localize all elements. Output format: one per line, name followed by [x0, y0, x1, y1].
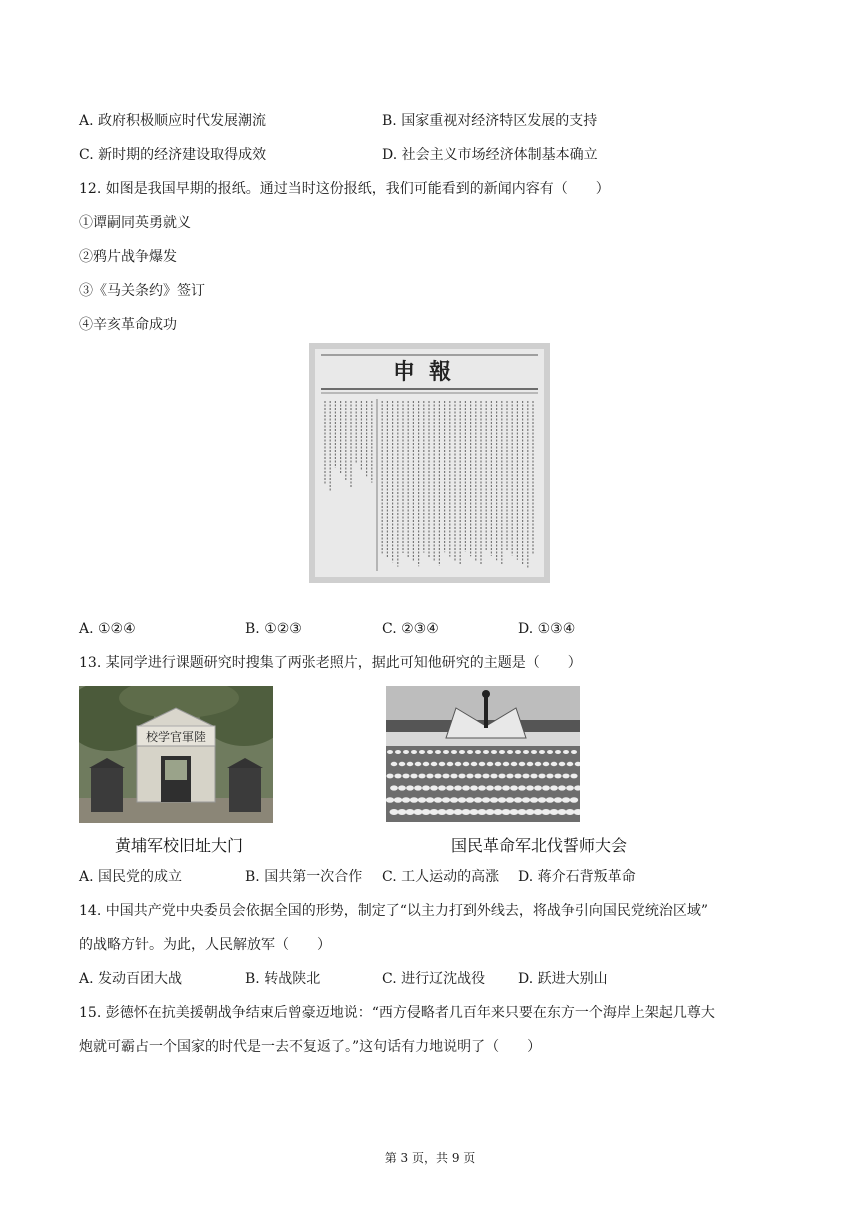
crowd-cap — [454, 809, 463, 815]
crowd-cap — [539, 750, 545, 754]
crowd-cap — [563, 750, 569, 754]
q12-stem: 12. 如图是我国早期的报纸。通过当时这份报纸，我们可能看到的新闻内容有（ ） — [79, 181, 610, 197]
crowd-cap — [390, 785, 398, 790]
crowd-cap — [386, 797, 394, 803]
crowd-cap — [530, 797, 538, 803]
crowd-cap — [411, 750, 417, 754]
crowd-cap — [494, 785, 502, 790]
crowd-cap — [474, 774, 481, 779]
crowd-cap — [446, 809, 455, 815]
crowd-cap — [486, 809, 495, 815]
crowd-cap — [559, 762, 566, 766]
crowd-cap — [523, 750, 529, 754]
crowd-cap — [486, 785, 494, 790]
crowd-cap — [474, 797, 482, 803]
crowd-cap — [479, 762, 486, 766]
crowd-cap — [406, 785, 414, 790]
crowd-cap — [519, 762, 526, 766]
crowd-cap — [414, 809, 423, 815]
crowd-cap — [442, 774, 449, 779]
crowd-cap — [546, 774, 553, 779]
crowd-cap — [507, 750, 513, 754]
crowd-cap — [478, 809, 487, 815]
crowd-cap — [434, 774, 441, 779]
crowd-cap — [450, 797, 458, 803]
q11-option-c: C. 新时期的经济建设取得成效 — [79, 147, 267, 163]
q12-option-b: B. ①②③ — [245, 621, 302, 637]
crowd-cap — [459, 750, 465, 754]
q13-stem: 13. 某同学进行课题研究时搜集了两张老照片，据此可知他研究的主题是（ ） — [79, 655, 582, 671]
crowd-cap — [530, 774, 537, 779]
crowd-cap — [426, 797, 434, 803]
crowd-cap — [550, 809, 559, 815]
crowd-cap — [466, 774, 473, 779]
newspaper-image — [309, 343, 550, 583]
crowd-cap — [470, 809, 479, 815]
page-number: 第 3 页，共 9 页 — [384, 1151, 476, 1165]
crowd-cap — [570, 774, 577, 779]
crowd-cap — [503, 762, 510, 766]
crowd-cap — [419, 750, 425, 754]
crowd-cap — [478, 785, 486, 790]
crowd-cap — [535, 762, 542, 766]
newspaper-masthead: 申報 — [392, 359, 466, 385]
crowd-cap — [390, 809, 399, 815]
crowd-cap — [482, 797, 490, 803]
crowd-cap — [490, 797, 498, 803]
northern-expedition-rally-photo — [386, 686, 580, 822]
crowd-cap — [514, 774, 521, 779]
crowd-cap — [502, 785, 510, 790]
crowd-cap — [518, 809, 527, 815]
crowd-cap — [491, 750, 497, 754]
crowd-cap — [438, 809, 447, 815]
crowd-cap — [550, 785, 558, 790]
crowd-cap — [558, 809, 567, 815]
crowd-cap — [471, 762, 478, 766]
whampoa-gate-sign: 校学官軍陸 — [145, 730, 207, 744]
crowd-cap — [527, 762, 534, 766]
q12-option-a: A. ①②④ — [79, 621, 136, 637]
q13-option-c: C. 工人运动的高涨 — [382, 869, 500, 885]
crowd-cap — [438, 785, 446, 790]
crowd-cap — [466, 797, 474, 803]
crowd-cap — [554, 797, 562, 803]
q12-item-4: ④辛亥革命成功 — [79, 317, 177, 333]
crowd-cap — [402, 774, 409, 779]
crowd-cap — [406, 809, 415, 815]
crowd-cap — [426, 774, 433, 779]
crowd-cap — [422, 809, 431, 815]
q11-option-d: D. 社会主义市场经济体制基本确立 — [382, 147, 598, 163]
crowd-cap — [407, 762, 414, 766]
crowd-cap — [446, 785, 454, 790]
crowd-cap — [547, 750, 553, 754]
q14-option-b: B. 转战陕北 — [245, 971, 321, 987]
crowd-cap — [398, 809, 407, 815]
crowd-cap — [502, 809, 511, 815]
crowd-cap — [403, 750, 409, 754]
q11-option-b: B. 国家重视对经济特区发展的支持 — [382, 113, 598, 129]
crowd-cap — [458, 774, 465, 779]
q12-item-3: ③《马关条约》签订 — [79, 283, 205, 299]
q12-option-c: C. ②③④ — [382, 621, 439, 637]
crowd-cap — [522, 774, 529, 779]
crowd-cap — [506, 774, 513, 779]
crowd-cap — [562, 774, 569, 779]
crowd-cap — [498, 774, 505, 779]
q13-option-d: D. 蒋介石背叛革命 — [518, 869, 636, 885]
crowd-cap — [482, 774, 489, 779]
crowd-cap — [558, 785, 566, 790]
crowd-cap — [399, 762, 406, 766]
crowd-cap — [526, 785, 534, 790]
crowd-cap — [494, 809, 503, 815]
q14-option-c: C. 进行辽沈战役 — [382, 971, 486, 987]
crowd-cap — [475, 750, 481, 754]
crowd-cap — [427, 750, 433, 754]
northern-expedition-caption: 国民革命军北伐誓师大会 — [451, 836, 628, 855]
crowd-cap — [526, 809, 535, 815]
crowd-cap — [499, 750, 505, 754]
crowd-cap — [443, 750, 449, 754]
crowd-cap — [510, 785, 518, 790]
q11-option-a: A. 政府积极顺应时代发展潮流 — [79, 113, 267, 129]
crowd-cap — [442, 797, 450, 803]
crowd-cap — [483, 750, 489, 754]
crowd-cap — [434, 797, 442, 803]
crowd-cap — [462, 809, 471, 815]
crowd-cap — [418, 797, 426, 803]
crowd-cap — [515, 750, 521, 754]
q13-option-a: A. 国民党的成立 — [79, 869, 183, 885]
whampoa-gate-caption: 黄埔军校旧址大门 — [115, 836, 244, 855]
crowd-cap — [410, 797, 418, 803]
crowd-cap — [387, 750, 393, 754]
crowd-cap — [386, 774, 393, 779]
q13-option-b: B. 国共第一次合作 — [245, 869, 363, 885]
crowd-cap — [395, 750, 401, 754]
crowd-cap — [463, 762, 470, 766]
q15-stem-line-1: 15. 彭德怀在抗美援朝战争结束后曾豪迈地说：“西方侵略者几百年来只要在东方一个海岸上架起几尊大 — [79, 1005, 715, 1021]
crowd-cap — [498, 797, 506, 803]
crowd-cap — [439, 762, 446, 766]
crowd-cap — [534, 785, 542, 790]
crowd-cap — [454, 785, 462, 790]
crowd-cap — [518, 785, 526, 790]
crowd-cap — [470, 785, 478, 790]
crowd-cap — [510, 809, 519, 815]
crowd-cap — [543, 762, 550, 766]
crowd-cap — [414, 785, 422, 790]
crowd-cap — [430, 785, 438, 790]
whampoa-gate-photo — [79, 686, 273, 823]
crowd-cap — [391, 762, 398, 766]
crowd-cap — [431, 762, 438, 766]
crowd-cap — [430, 809, 439, 815]
crowd-cap — [571, 750, 577, 754]
crowd-cap — [398, 785, 406, 790]
q14-stem-line-1: 14. 中国共产党中央委员会依据全国的形势，制定了“以主力打到外线去，将战争引向国民党统治区域” — [79, 903, 709, 919]
crowd-cap — [402, 797, 410, 803]
crowd-cap — [394, 774, 401, 779]
crowd-cap — [394, 797, 402, 803]
crowd-cap — [522, 797, 530, 803]
crowd-cap — [554, 774, 561, 779]
crowd-cap — [538, 774, 545, 779]
crowd-cap — [462, 785, 470, 790]
crowd-cap — [418, 774, 425, 779]
crowd-cap — [566, 809, 575, 815]
crowd-cap — [567, 762, 574, 766]
crowd-cap — [546, 797, 554, 803]
crowd-cap — [534, 809, 543, 815]
crowd-cap — [467, 750, 473, 754]
crowd-cap — [551, 762, 558, 766]
crowd-cap — [487, 762, 494, 766]
crowd-cap — [415, 762, 422, 766]
crowd-cap — [566, 785, 574, 790]
q14-option-d: D. 跃进大别山 — [518, 971, 608, 987]
crowd-cap — [458, 797, 466, 803]
crowd-cap — [555, 750, 561, 754]
crowd-cap — [422, 785, 430, 790]
q14-stem-line-2: 的战略方针。为此，人民解放军（ ） — [79, 937, 331, 953]
crowd-cap — [490, 774, 497, 779]
crowd-cap — [455, 762, 462, 766]
crowd-cap — [410, 774, 417, 779]
crowd-cap — [542, 785, 550, 790]
crowd-cap — [447, 762, 454, 766]
crowd-cap — [538, 797, 546, 803]
crowd-cap — [514, 797, 522, 803]
crowd-cap — [531, 750, 537, 754]
q12-item-2: ②鸦片战争爆发 — [79, 249, 177, 265]
crowd-cap — [570, 797, 578, 803]
crowd-cap — [542, 809, 551, 815]
crowd-cap — [450, 774, 457, 779]
crowd-cap — [451, 750, 457, 754]
crowd-cap — [495, 762, 502, 766]
crowd-cap — [506, 797, 514, 803]
crowd-cap — [435, 750, 441, 754]
q14-option-a: A. 发动百团大战 — [79, 971, 183, 987]
crowd-cap — [511, 762, 518, 766]
q12-item-1: ①谭嗣同英勇就义 — [79, 215, 191, 231]
q15-stem-line-2: 炮就可霸占一个国家的时代是一去不复返了。”这句话有力地说明了（ ） — [79, 1039, 542, 1055]
crowd-cap — [562, 797, 570, 803]
q12-option-d: D. ①③④ — [518, 621, 576, 637]
crowd-cap — [423, 762, 430, 766]
